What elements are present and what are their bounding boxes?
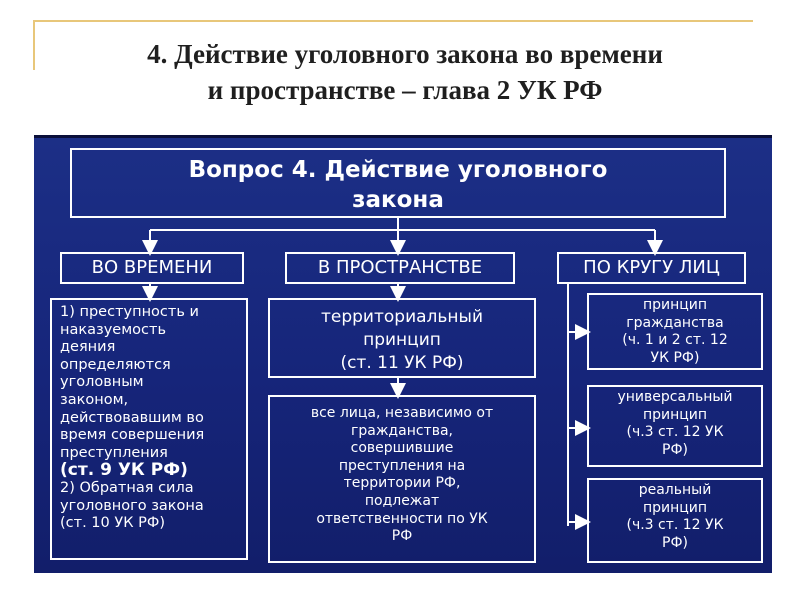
time-rule-part1: 1) преступность и наказуемость деяния определяются уголовным законом, действовавшим во время совершения преступления (60, 304, 205, 461)
diagram-header-box (70, 148, 726, 218)
category-time: ВО ВРЕМЕНИ (60, 252, 244, 284)
citizenship-principle-text: принцип гражданства (ч. 1 и 2 ст. 12 УК РФ) (622, 297, 728, 366)
diagram-header-text: Вопрос 4. Действие уголовного закона (188, 157, 608, 213)
real-principle-box (587, 478, 763, 563)
citizenship-principle-box (587, 293, 763, 370)
real-principle-text: реальный принцип (ч.3 ст. 12 УК РФ) (626, 482, 724, 551)
time-rule-reference: (ст. 9 УК РФ) (60, 460, 188, 481)
category-persons: ПО КРУГУ ЛИЦ (557, 252, 746, 284)
universal-principle-text: универсальный принцип (ч.3 ст. 12 УК РФ) (617, 389, 733, 458)
territorial-description-box (268, 395, 536, 563)
category-space: В ПРОСТРАНСТВЕ (285, 252, 515, 284)
territorial-description-text: все лица, независимо от гражданства, совершившие преступления на территории РФ, подлежат ответственности по УК РФ (310, 405, 494, 545)
territorial-principle-box (268, 298, 536, 378)
territorial-principle-text: территориальный принцип (ст. 11 УК РФ) (320, 307, 484, 373)
time-rule-box (50, 298, 248, 560)
universal-principle-box (587, 385, 763, 467)
slide-title-line-2: и пространстве – глава 2 УК РФ (207, 75, 603, 105)
slide-title-line-1: 4. Действие уголовного закона во времени (147, 39, 663, 69)
time-rule-part2: 2) Обратная сила уголовного закона (ст. 10 УК РФ) (60, 479, 204, 532)
